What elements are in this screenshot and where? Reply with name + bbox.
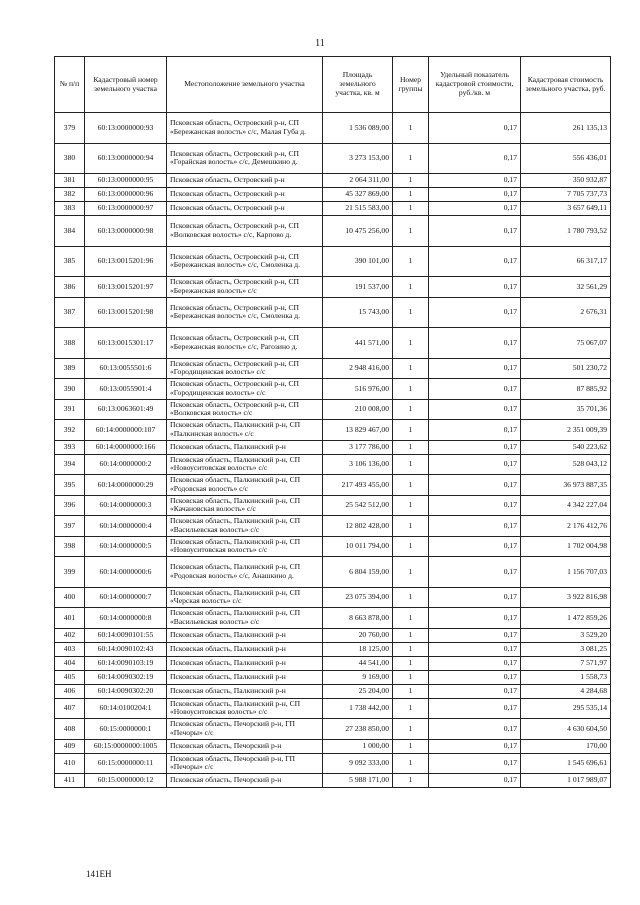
cell-location: Псковская область, Палкинский р-н, СП «Родовская волость» с/с, Анашкино д. — [167, 557, 323, 588]
cell-specific-indicator: 0,17 — [429, 358, 521, 379]
table-row — [55, 379, 611, 400]
cell-area: 390 101,00 — [323, 246, 393, 277]
cell-cadastral-value: 87 885,92 — [521, 379, 611, 400]
cell-location: Псковская область, Палкинский р-н, СП «Черская волость» с/с — [167, 587, 323, 608]
cell-row-number: 389 — [55, 358, 85, 379]
cell-location: Псковская область, Островский р-н, СП «Бережанская волость» с/с, Малая Губа д. — [167, 113, 323, 144]
cell-area: 3 106 136,00 — [323, 454, 393, 475]
cell-cadastral-value: 501 230,72 — [521, 358, 611, 379]
cell-cadastral-number: 60:13:0000000:96 — [85, 188, 167, 202]
cell-cadastral-value: 1 545 696,61 — [521, 753, 611, 774]
cell-group-number: 1 — [393, 454, 429, 475]
cell-location: Псковская область, Палкинский р-н, СП «Новоуситовская волость» с/с — [167, 698, 323, 719]
table-row — [55, 454, 611, 475]
cell-row-number: 406 — [55, 684, 85, 698]
cell-group-number: 1 — [393, 719, 429, 740]
table-row — [55, 297, 611, 328]
cell-row-number: 385 — [55, 246, 85, 277]
cell-area: 45 327 869,00 — [323, 188, 393, 202]
table-header-row — [55, 57, 611, 113]
cell-specific-indicator: 0,17 — [429, 739, 521, 753]
cell-cadastral-number: 60:14:0090302:20 — [85, 684, 167, 698]
cadastral-value-table — [54, 56, 611, 788]
cell-cadastral-value: 3 081,25 — [521, 642, 611, 656]
cell-group-number: 1 — [393, 656, 429, 670]
cell-cadastral-value: 3 657 649,11 — [521, 202, 611, 216]
cell-location: Псковская область, Палкинский р-н, СП «Новоуситовская волость» с/с — [167, 454, 323, 475]
cell-group-number: 1 — [393, 587, 429, 608]
cell-row-number: 393 — [55, 440, 85, 454]
cell-specific-indicator: 0,17 — [429, 719, 521, 740]
cell-cadastral-value: 35 701,36 — [521, 399, 611, 420]
cell-area: 3 273 153,00 — [323, 143, 393, 174]
cell-specific-indicator: 0,17 — [429, 328, 521, 359]
cell-row-number: 401 — [55, 608, 85, 629]
cell-area: 2 064 311,00 — [323, 174, 393, 188]
cell-group-number: 1 — [393, 628, 429, 642]
cell-area: 6 804 159,00 — [323, 557, 393, 588]
table-row — [55, 684, 611, 698]
cell-location: Псковская область, Островский р-н, СП «Бережанская волость» с/с, Смоленка д. — [167, 297, 323, 328]
cell-row-number: 381 — [55, 174, 85, 188]
cell-specific-indicator: 0,17 — [429, 516, 521, 537]
cell-location: Псковская область, Печорский р-н, ГП «Печоры» с/с — [167, 753, 323, 774]
cell-area: 10 475 256,00 — [323, 216, 393, 247]
cell-cadastral-value: 75 067,07 — [521, 328, 611, 359]
cell-cadastral-value: 540 223,62 — [521, 440, 611, 454]
cell-area: 27 238 850,00 — [323, 719, 393, 740]
cell-specific-indicator: 0,17 — [429, 684, 521, 698]
table-row — [55, 536, 611, 557]
cell-row-number: 382 — [55, 188, 85, 202]
cell-row-number: 407 — [55, 698, 85, 719]
cell-area: 210 008,00 — [323, 399, 393, 420]
table-row — [55, 628, 611, 642]
cell-cadastral-number: 60:15:0000000:1005 — [85, 739, 167, 753]
header-location: Местоположение земельного участка — [167, 57, 323, 113]
cell-location: Псковская область, Островский р-н, СП «Городищенская волость» с/с — [167, 379, 323, 400]
table-row — [55, 475, 611, 496]
header-specific-indicator: Удельный показатель кадастровой стоимости, руб./кв. м — [429, 57, 521, 113]
cell-area: 18 125,00 — [323, 642, 393, 656]
cell-group-number: 1 — [393, 188, 429, 202]
table-row — [55, 174, 611, 188]
cell-group-number: 1 — [393, 143, 429, 174]
cell-cadastral-number: 60:13:0000000:94 — [85, 143, 167, 174]
cell-specific-indicator: 0,17 — [429, 174, 521, 188]
cell-cadastral-value: 1 780 793,52 — [521, 216, 611, 247]
cell-row-number: 383 — [55, 202, 85, 216]
cell-cadastral-number: 60:13:0015301:17 — [85, 328, 167, 359]
table-row — [55, 516, 611, 537]
cell-specific-indicator: 0,17 — [429, 608, 521, 629]
cell-cadastral-number: 60:14:0100204:1 — [85, 698, 167, 719]
cell-group-number: 1 — [393, 328, 429, 359]
cell-cadastral-value: 2 176 412,76 — [521, 516, 611, 537]
cell-area: 25 542 512,00 — [323, 495, 393, 516]
cell-location: Псковская область, Палкинский р-н — [167, 440, 323, 454]
cell-area: 2 948 416,00 — [323, 358, 393, 379]
cell-specific-indicator: 0,17 — [429, 420, 521, 441]
cell-specific-indicator: 0,17 — [429, 670, 521, 684]
cell-row-number: 380 — [55, 143, 85, 174]
cell-cadastral-number: 60:13:0015201:97 — [85, 277, 167, 298]
cell-area: 9 092 333,00 — [323, 753, 393, 774]
cell-cadastral-number: 60:14:0090101:55 — [85, 628, 167, 642]
cell-row-number: 379 — [55, 113, 85, 144]
cell-specific-indicator: 0,17 — [429, 774, 521, 788]
cell-cadastral-number: 60:14:0090302:19 — [85, 670, 167, 684]
cell-area: 25 204,00 — [323, 684, 393, 698]
cell-specific-indicator: 0,17 — [429, 454, 521, 475]
table-row — [55, 216, 611, 247]
header-cadastral-value: Кадастровая стоимость земельного участка, руб. — [521, 57, 611, 113]
table-row — [55, 277, 611, 298]
table-row — [55, 670, 611, 684]
cell-group-number: 1 — [393, 277, 429, 298]
table-row — [55, 202, 611, 216]
cell-area: 10 011 794,00 — [323, 536, 393, 557]
cell-specific-indicator: 0,17 — [429, 557, 521, 588]
cell-area: 1 738 442,00 — [323, 698, 393, 719]
cell-area: 1 536 089,00 — [323, 113, 393, 144]
cell-row-number: 403 — [55, 642, 85, 656]
cell-location: Псковская область, Островский р-н — [167, 188, 323, 202]
cell-cadastral-number: 60:14:0000000:29 — [85, 475, 167, 496]
cell-cadastral-number: 60:13:0000000:93 — [85, 113, 167, 144]
cell-group-number: 1 — [393, 358, 429, 379]
table-row — [55, 774, 611, 788]
cell-location: Псковская область, Палкинский р-н — [167, 656, 323, 670]
cell-cadastral-value: 66 317,17 — [521, 246, 611, 277]
cell-location: Псковская область, Палкинский р-н, СП «Новоуситовская волость» с/с — [167, 536, 323, 557]
cell-location: Псковская область, Печорский р-н, ГП «Печоры» с/с — [167, 719, 323, 740]
table-row — [55, 328, 611, 359]
cell-specific-indicator: 0,17 — [429, 246, 521, 277]
table-row — [55, 753, 611, 774]
cell-area: 21 515 583,00 — [323, 202, 393, 216]
table-row — [55, 739, 611, 753]
cell-location: Псковская область, Островский р-н, СП «Бережанская волость» с/с, Рагозино д. — [167, 328, 323, 359]
cell-area: 8 663 878,00 — [323, 608, 393, 629]
cell-group-number: 1 — [393, 557, 429, 588]
cell-location: Псковская область, Островский р-н, СП «Городищенская волость» с/с — [167, 358, 323, 379]
cell-specific-indicator: 0,17 — [429, 587, 521, 608]
cell-cadastral-number: 60:15:0000000:1 — [85, 719, 167, 740]
cell-cadastral-value: 350 932,87 — [521, 174, 611, 188]
cell-cadastral-value: 170,00 — [521, 739, 611, 753]
cell-cadastral-number: 60:14:0000000:7 — [85, 587, 167, 608]
cell-cadastral-value: 4 284,68 — [521, 684, 611, 698]
cell-specific-indicator: 0,17 — [429, 297, 521, 328]
cell-cadastral-value: 3 529,20 — [521, 628, 611, 642]
cell-specific-indicator: 0,17 — [429, 495, 521, 516]
cell-location: Псковская область, Островский р-н — [167, 202, 323, 216]
cell-cadastral-value: 1 472 859,26 — [521, 608, 611, 629]
table-row — [55, 246, 611, 277]
cell-row-number: 396 — [55, 495, 85, 516]
cell-cadastral-number: 60:14:0000000:107 — [85, 420, 167, 441]
cell-cadastral-number: 60:14:0000000:8 — [85, 608, 167, 629]
header-cadastral-number: Кадастровый номер земельного участка — [85, 57, 167, 113]
cell-row-number: 386 — [55, 277, 85, 298]
cell-cadastral-number: 60:14:0000000:5 — [85, 536, 167, 557]
cell-row-number: 399 — [55, 557, 85, 588]
cell-group-number: 1 — [393, 670, 429, 684]
cell-row-number: 397 — [55, 516, 85, 537]
table-row — [55, 143, 611, 174]
cell-area: 12 802 428,00 — [323, 516, 393, 537]
cell-row-number: 405 — [55, 670, 85, 684]
cell-area: 1 000,00 — [323, 739, 393, 753]
cell-specific-indicator: 0,17 — [429, 753, 521, 774]
cell-location: Псковская область, Палкинский р-н, СП «Качановская волость» с/с — [167, 495, 323, 516]
table-row — [55, 399, 611, 420]
cell-row-number: 408 — [55, 719, 85, 740]
cell-group-number: 1 — [393, 698, 429, 719]
table-row — [55, 113, 611, 144]
cell-cadastral-number: 60:14:0000000:4 — [85, 516, 167, 537]
cell-cadastral-number: 60:13:0063601:49 — [85, 399, 167, 420]
cell-row-number: 395 — [55, 475, 85, 496]
cell-location: Псковская область, Палкинский р-н, СП «Родовская волость» с/с — [167, 475, 323, 496]
cell-area: 9 169,00 — [323, 670, 393, 684]
cell-group-number: 1 — [393, 536, 429, 557]
cell-cadastral-number: 60:15:0000000:12 — [85, 774, 167, 788]
cell-specific-indicator: 0,17 — [429, 113, 521, 144]
cell-cadastral-number: 60:13:0055901:4 — [85, 379, 167, 400]
table-row — [55, 642, 611, 656]
cell-location: Псковская область, Палкинский р-н, СП «Васильевская волость» с/с — [167, 516, 323, 537]
cell-row-number: 409 — [55, 739, 85, 753]
cell-row-number: 390 — [55, 379, 85, 400]
cell-cadastral-value: 7 571,97 — [521, 656, 611, 670]
cell-row-number: 410 — [55, 753, 85, 774]
cell-location: Псковская область, Островский р-н, СП «Бережанская волость» с/с, Смоленка д. — [167, 246, 323, 277]
cell-location: Псковская область, Островский р-н, СП «Бережанская волость» с/с — [167, 277, 323, 298]
cell-specific-indicator: 0,17 — [429, 399, 521, 420]
header-group: Номер группы — [393, 57, 429, 113]
cell-area: 191 537,00 — [323, 277, 393, 298]
cell-cadastral-number: 60:13:0015201:98 — [85, 297, 167, 328]
cell-specific-indicator: 0,17 — [429, 440, 521, 454]
header-number: № п/п — [55, 57, 85, 113]
cell-area: 23 075 394,00 — [323, 587, 393, 608]
table-row — [55, 587, 611, 608]
cell-area: 516 976,00 — [323, 379, 393, 400]
cell-row-number: 387 — [55, 297, 85, 328]
cell-group-number: 1 — [393, 774, 429, 788]
cell-cadastral-value: 1 017 989,07 — [521, 774, 611, 788]
table-row — [55, 719, 611, 740]
cell-specific-indicator: 0,17 — [429, 656, 521, 670]
cell-cadastral-value: 32 561,29 — [521, 277, 611, 298]
cell-specific-indicator: 0,17 — [429, 642, 521, 656]
cell-cadastral-value: 3 922 816,98 — [521, 587, 611, 608]
cell-cadastral-number: 60:14:0000000:6 — [85, 557, 167, 588]
cell-cadastral-value: 1 156 707,03 — [521, 557, 611, 588]
cell-group-number: 1 — [393, 202, 429, 216]
cell-area: 217 493 455,00 — [323, 475, 393, 496]
table-row — [55, 188, 611, 202]
cell-cadastral-number: 60:14:0090103:19 — [85, 656, 167, 670]
table-body — [55, 113, 611, 788]
cell-row-number: 388 — [55, 328, 85, 359]
cell-group-number: 1 — [393, 608, 429, 629]
cell-cadastral-value: 7 705 737,73 — [521, 188, 611, 202]
cell-area: 441 571,00 — [323, 328, 393, 359]
table-row — [55, 557, 611, 588]
table-row — [55, 495, 611, 516]
cell-group-number: 1 — [393, 297, 429, 328]
cell-group-number: 1 — [393, 495, 429, 516]
cell-row-number: 400 — [55, 587, 85, 608]
cell-location: Псковская область, Печорский р-н — [167, 774, 323, 788]
cell-location: Псковская область, Палкинский р-н, СП «Васильевская волость» с/с — [167, 608, 323, 629]
footer-code: 141ЕН — [86, 869, 112, 879]
cell-group-number: 1 — [393, 246, 429, 277]
cell-area: 44 541,00 — [323, 656, 393, 670]
cell-group-number: 1 — [393, 216, 429, 247]
cell-cadastral-number: 60:13:0000000:98 — [85, 216, 167, 247]
cell-row-number: 398 — [55, 536, 85, 557]
cell-area: 20 760,00 — [323, 628, 393, 642]
cell-location: Псковская область, Палкинский р-н — [167, 642, 323, 656]
cell-cadastral-value: 2 676,31 — [521, 297, 611, 328]
cell-location: Псковская область, Палкинский р-н — [167, 628, 323, 642]
cell-cadastral-number: 60:14:0090102:43 — [85, 642, 167, 656]
cell-cadastral-number: 60:13:0055501:6 — [85, 358, 167, 379]
cell-cadastral-value: 2 351 009,39 — [521, 420, 611, 441]
cell-cadastral-number: 60:13:0000000:95 — [85, 174, 167, 188]
cell-cadastral-value: 528 043,12 — [521, 454, 611, 475]
cell-specific-indicator: 0,17 — [429, 143, 521, 174]
cell-specific-indicator: 0,17 — [429, 188, 521, 202]
cell-cadastral-value: 1 702 004,98 — [521, 536, 611, 557]
header-area: Площадь земельного участка, кв. м — [323, 57, 393, 113]
cell-cadastral-number: 60:13:0015201:96 — [85, 246, 167, 277]
cell-cadastral-number: 60:14:0000000:3 — [85, 495, 167, 516]
cell-group-number: 1 — [393, 113, 429, 144]
cell-row-number: 384 — [55, 216, 85, 247]
cell-specific-indicator: 0,17 — [429, 536, 521, 557]
cell-location: Псковская область, Палкинский р-н — [167, 684, 323, 698]
cell-cadastral-number: 60:13:0000000:97 — [85, 202, 167, 216]
cell-group-number: 1 — [393, 475, 429, 496]
cell-location: Псковская область, Печорский р-н — [167, 739, 323, 753]
cell-area: 13 829 467,00 — [323, 420, 393, 441]
cell-area: 3 177 786,00 — [323, 440, 393, 454]
cell-specific-indicator: 0,17 — [429, 698, 521, 719]
table-row — [55, 608, 611, 629]
page-number: 11 — [315, 38, 325, 49]
cell-group-number: 1 — [393, 516, 429, 537]
cell-group-number: 1 — [393, 642, 429, 656]
table-row — [55, 358, 611, 379]
cell-row-number: 411 — [55, 774, 85, 788]
table-row — [55, 656, 611, 670]
cell-row-number: 402 — [55, 628, 85, 642]
cadastral-value-table-container — [54, 56, 610, 788]
cell-cadastral-value: 556 436,01 — [521, 143, 611, 174]
cell-cadastral-value: 4 342 227,04 — [521, 495, 611, 516]
cell-row-number: 404 — [55, 656, 85, 670]
cell-cadastral-value: 295 535,14 — [521, 698, 611, 719]
cell-group-number: 1 — [393, 684, 429, 698]
cell-cadastral-value: 1 558,73 — [521, 670, 611, 684]
cell-specific-indicator: 0,17 — [429, 379, 521, 400]
cell-location: Псковская область, Островский р-н, СП «Волковская волость» с/с, Карпово д. — [167, 216, 323, 247]
cell-cadastral-number: 60:14:0000000:166 — [85, 440, 167, 454]
cell-location: Псковская область, Островский р-н, СП «Горайская волость» с/с, Демешкино д. — [167, 143, 323, 174]
cell-specific-indicator: 0,17 — [429, 475, 521, 496]
cell-cadastral-value: 36 973 887,35 — [521, 475, 611, 496]
cell-area: 5 988 171,00 — [323, 774, 393, 788]
cell-row-number: 394 — [55, 454, 85, 475]
cell-row-number: 391 — [55, 399, 85, 420]
cell-location: Псковская область, Палкинский р-н, СП «Палкинская волость» с/с — [167, 420, 323, 441]
cell-group-number: 1 — [393, 440, 429, 454]
cell-cadastral-value: 4 630 604,50 — [521, 719, 611, 740]
cell-location: Псковская область, Палкинский р-н — [167, 670, 323, 684]
table-row — [55, 698, 611, 719]
cell-location: Псковская область, Островский р-н — [167, 174, 323, 188]
table-row — [55, 440, 611, 454]
cell-specific-indicator: 0,17 — [429, 628, 521, 642]
cell-row-number: 392 — [55, 420, 85, 441]
cell-location: Псковская область, Островский р-н, СП «Волковская волость» с/с — [167, 399, 323, 420]
cell-group-number: 1 — [393, 379, 429, 400]
cell-cadastral-number: 60:14:0000000:2 — [85, 454, 167, 475]
table-row — [55, 420, 611, 441]
cell-area: 15 743,00 — [323, 297, 393, 328]
cell-group-number: 1 — [393, 739, 429, 753]
cell-group-number: 1 — [393, 420, 429, 441]
cell-specific-indicator: 0,17 — [429, 202, 521, 216]
cell-specific-indicator: 0,17 — [429, 216, 521, 247]
cell-cadastral-value: 261 135,13 — [521, 113, 611, 144]
cell-group-number: 1 — [393, 753, 429, 774]
cell-group-number: 1 — [393, 399, 429, 420]
cell-cadastral-number: 60:15:0000000:11 — [85, 753, 167, 774]
cell-group-number: 1 — [393, 174, 429, 188]
cell-specific-indicator: 0,17 — [429, 277, 521, 298]
